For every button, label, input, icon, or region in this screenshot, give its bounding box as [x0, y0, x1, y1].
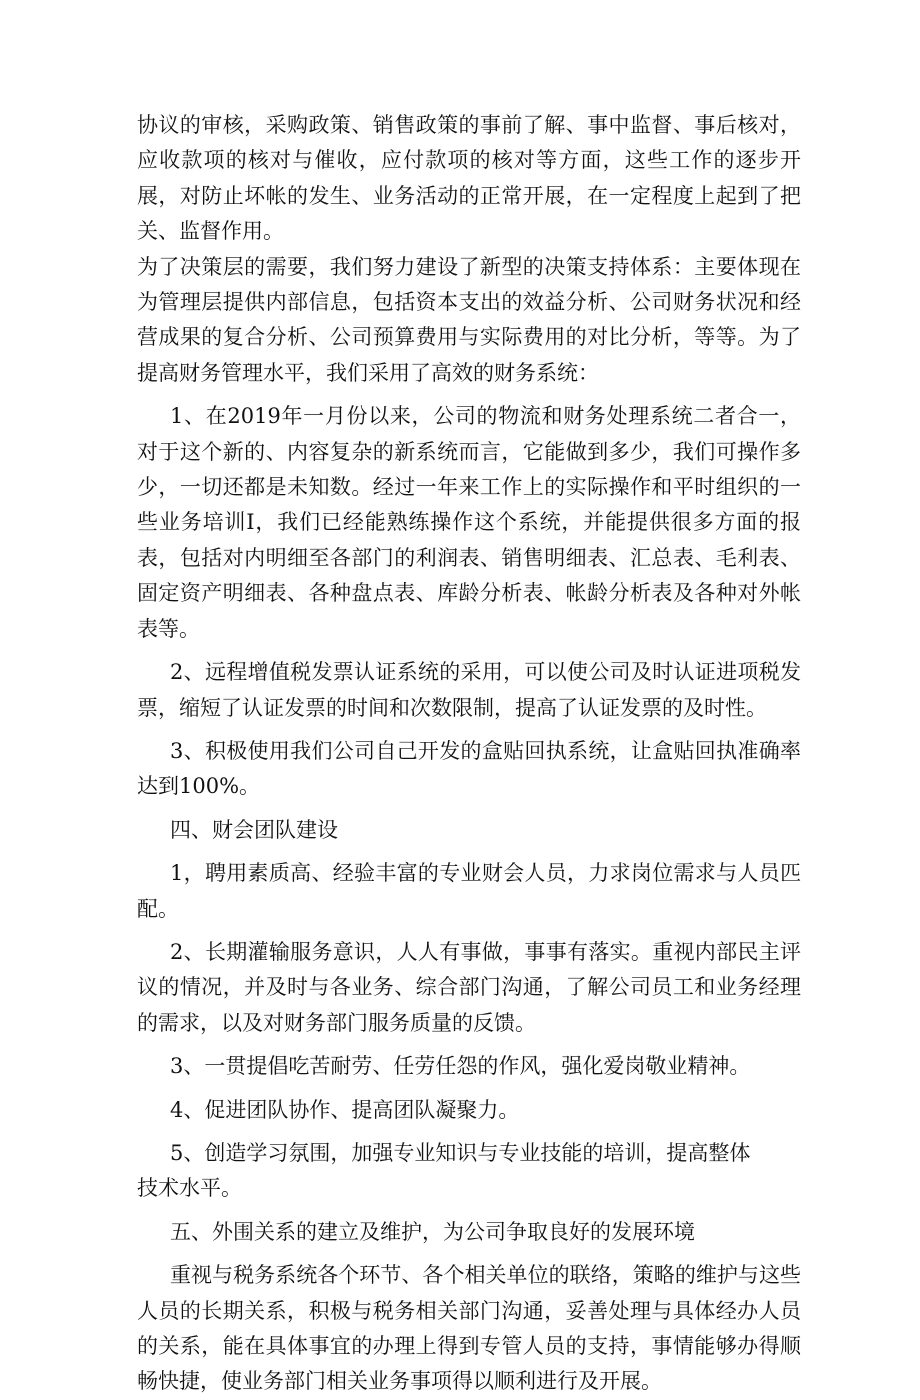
paragraph-team-1: 1，聘用素质高、经验丰富的专业财会人员，力求岗位需求与人员匹配。 — [137, 861, 801, 921]
paragraph-item-2-invoice: 2、远程增值税发票认证系统的采用，可以使公司及时认证进项税发票，缩短了认证发票的时间和次数限制，提高了认证发票的及时性。 — [137, 660, 801, 720]
paragraph-external-relations: 重视与税务系统各个环节、各个相关单位的联络，策略的维护与这些人员的长期关系，积极与税务相关部门沟通，妥善处理与具体经办人员的关系，能在具体事宜的办理上得到专管人员的支持，事情能够办得顺畅快捷，使业务部门相关业务事项得以顺利进行及开展。 — [137, 1263, 801, 1394]
paragraph-team-2: 2、长期灌输服务意识，人人有事做，事事有落实。重视内部民主评议的情况，并及时与各业务、综合部门沟通，了解公司员工和业务经理的需求，以及对财务部门服务质量的反馈。 — [137, 939, 801, 1035]
paragraph-item-1-system: 1、在2019年一月份以来，公司的物流和财务处理系统二者合一，对于这个新的、内容复杂的新系统而言，它能做到多少，我们可操作多少，一切还都是未知数。经过一年来工作上的实际操作和平时组织的一些业务培训I，我们已经能熟练操作这个系统，并能提供很多方面的报表，包括对内明细至各部门的利润表、销售明细表、汇总表、毛利表、固定资产明细表、各种盘点表、库龄分析表、帐龄分析表及各种对外帐表等。 — [137, 404, 801, 641]
section-heading-team: 四、财会团队建设 — [170, 817, 338, 842]
paragraph-team-5-continued: 技术水平。 — [137, 1176, 242, 1201]
paragraph-team-3: 3、一贯提倡吃苦耐劳、任劳任怨的作风，强化爱岗敬业精神。 — [170, 1054, 751, 1079]
paragraph-team-4: 4、促进团队协作、提高团队凝聚力。 — [170, 1097, 520, 1122]
document-body — [137, 108, 801, 1400]
section-heading-external: 五、外围关系的建立及维护，为公司争取良好的发展环境 — [170, 1219, 695, 1244]
paragraph-decision-support: 为了决策层的需要，我们努力建设了新型的决策支持体系：主要体现在为管理层提供内部信息，包括资本支出的效益分析、公司财务状况和经营成果的复合分析、公司预算费用与实际费用的对比分析，等等。为了提高财务管理水平，我们采用了高效的财务系统： — [137, 254, 801, 385]
paragraph-team-5: 5、创造学习氛围，加强专业知识与专业技能的培训，提高整体 — [170, 1140, 751, 1165]
paragraph-item-3-receipt: 3、积极使用我们公司自己开发的盒贴回执系统，让盒贴回执准确率达到100%。 — [137, 738, 801, 799]
paragraph-review-work: 协议的审核，采购政策、销售政策的事前了解、事中监督、事后核对，应收款项的核对与催收，应付款项的核对等方面，这些工作的逐步开展，对防止坏帐的发生、业务活动的正常开展，在一定程度上起到了把关、监督作用。 — [137, 113, 801, 244]
